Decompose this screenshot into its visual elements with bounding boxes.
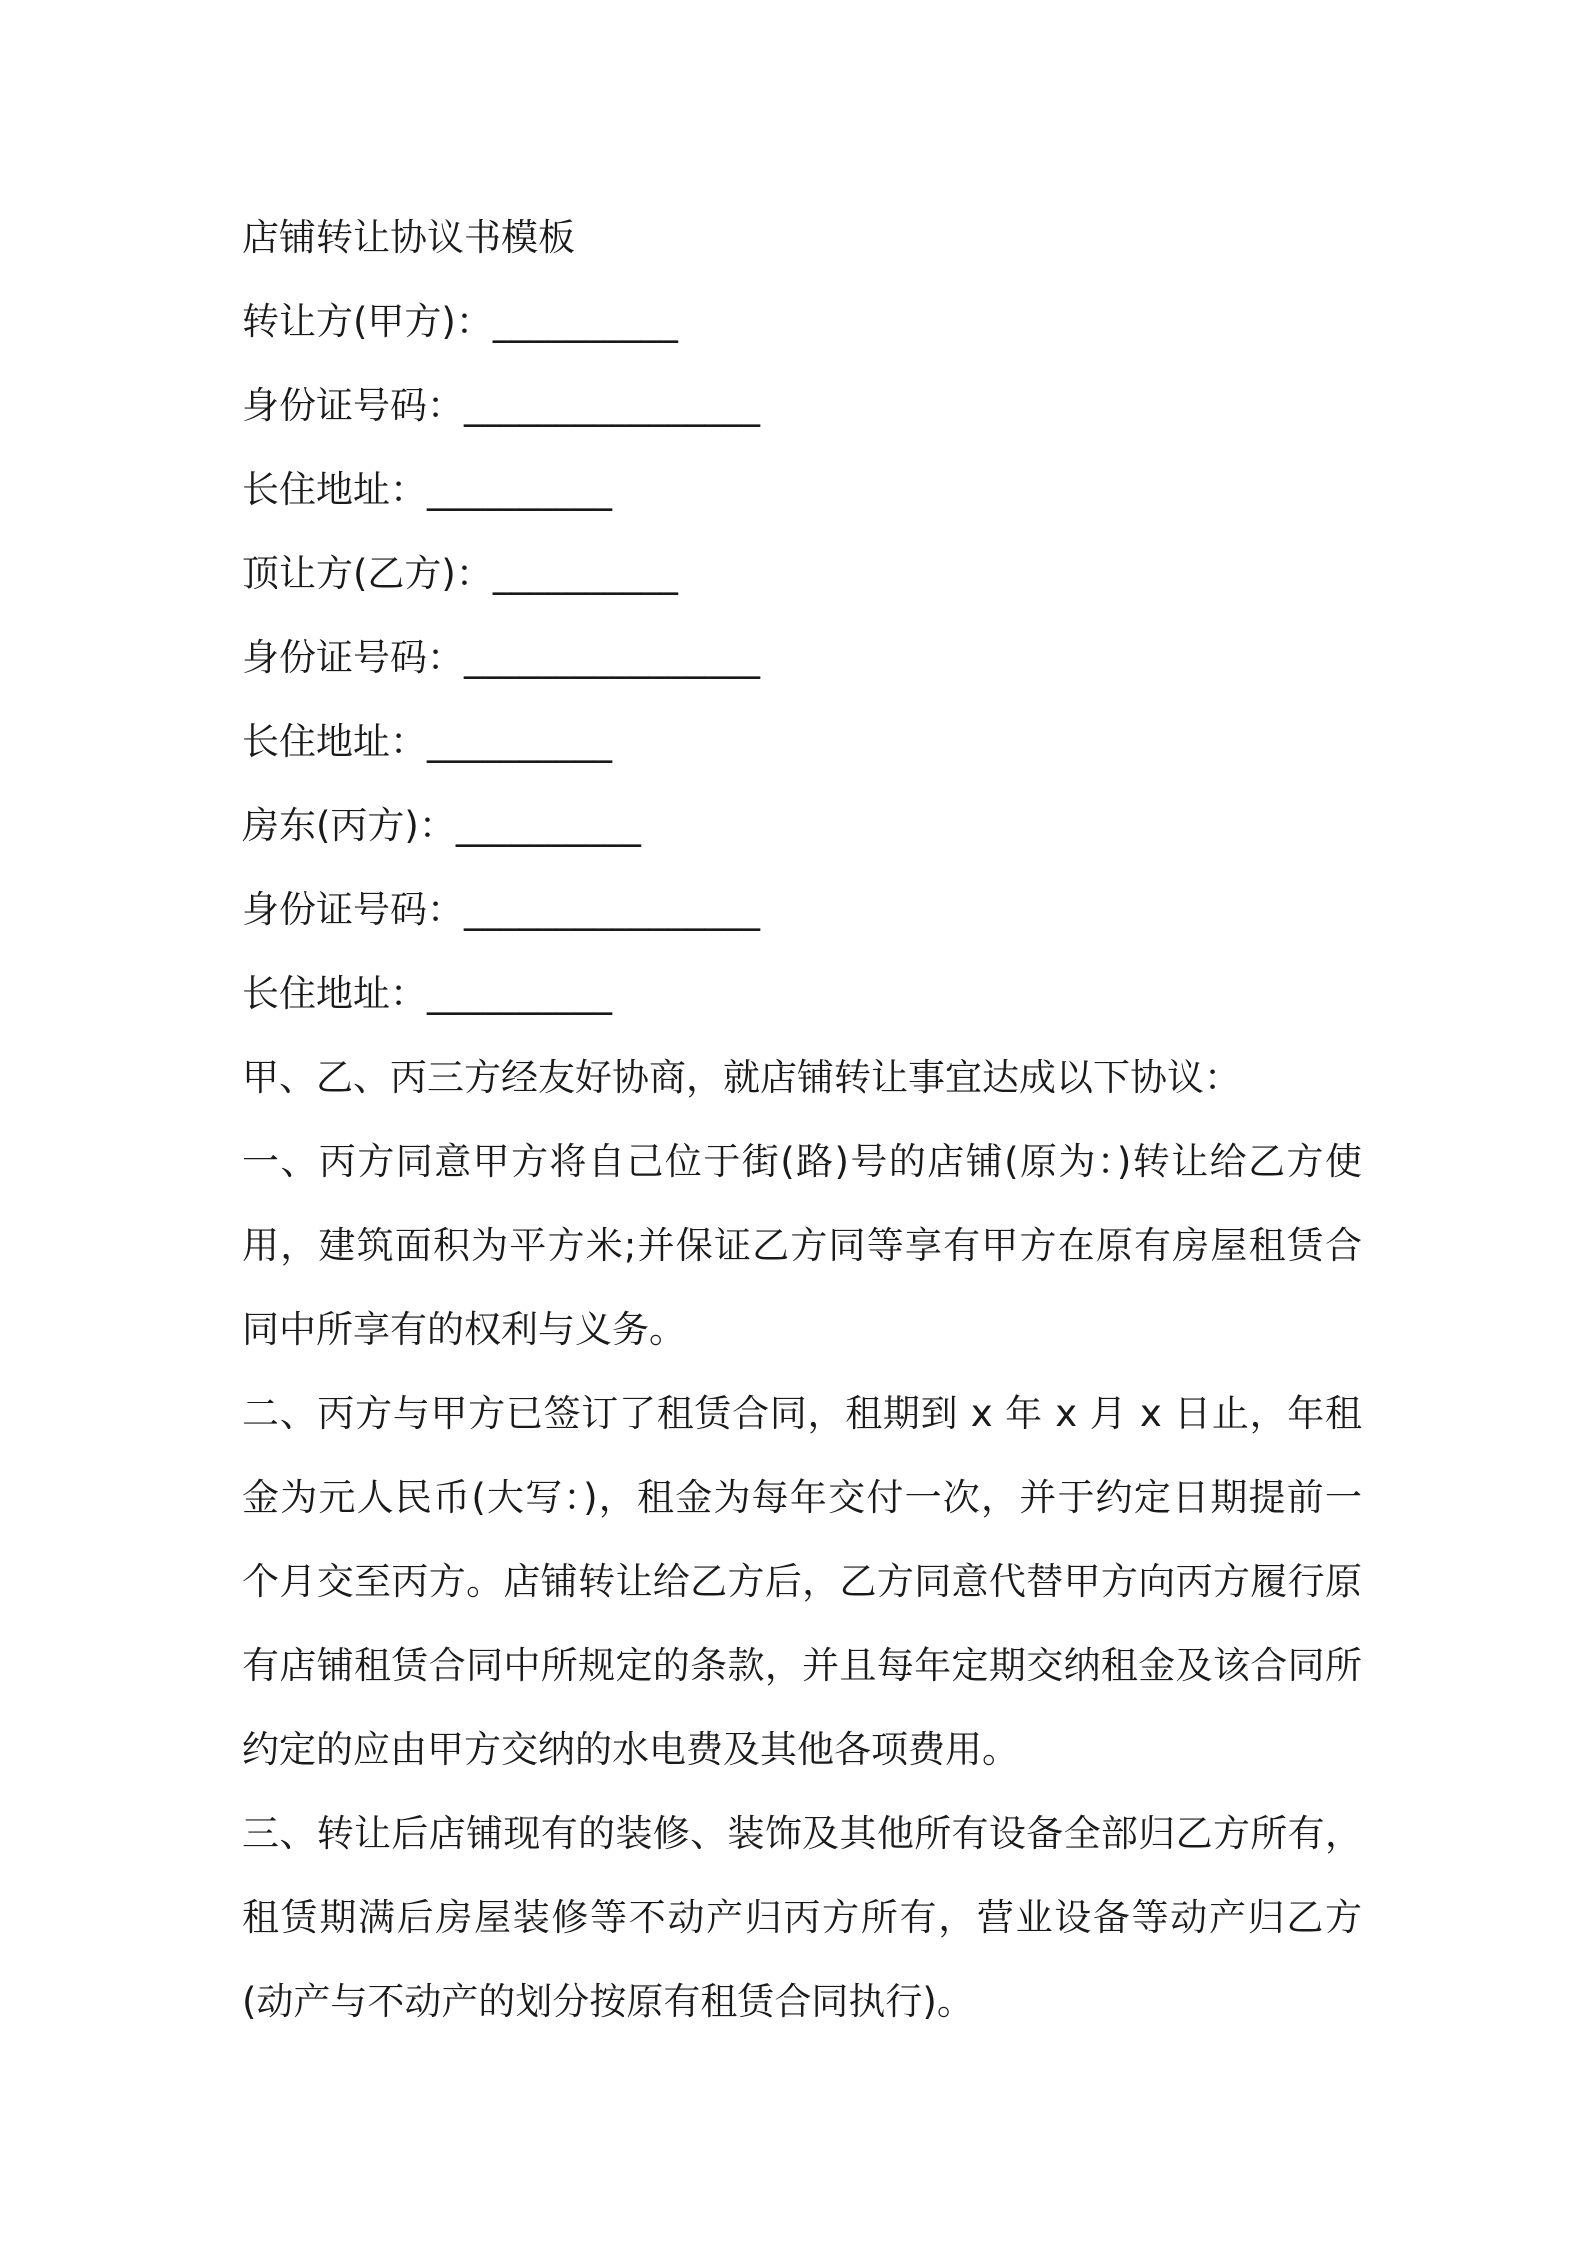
party-c-address-field [242,952,1362,1036]
party-a-address-blank: __________ [427,468,612,511]
party-c-label: 房东(丙方)： [242,804,456,847]
document-title: 店铺转让协议书模板 [242,216,575,259]
party-c-field [242,784,1362,868]
party-c-address-blank: __________ [427,972,612,1015]
party-c-address-label: 长住地址： [242,972,427,1015]
party-b-id-blank: ________________ [464,636,760,679]
clause-3-paragraph: 三、转让后店铺现有的装修、装饰及其他所有设备全部归乙方所有，租赁期满后房屋装修等不动产归丙方所有，营业设备等动产归乙方(动产与不动产的划分按原有租赁合同执行)。 [242,1812,1362,2023]
party-b-address-blank: __________ [427,720,612,763]
party-b-field [242,532,1362,616]
party-b-blank: __________ [492,552,678,595]
party-a-address-field [242,448,1362,532]
clause-2-paragraph: 二、丙方与甲方已签订了租赁合同，租期到 x 年 x 月 x 日止，年租金为元人民币(大写：)，租金为每年交付一次，并于约定日期提前一个月交至丙方。店铺转让给乙方后，乙方同意代替甲方向丙方履行原有店铺租赁合同中所规定的条款，并且每年定期交纳租金及该合同所约定的应由甲方交纳的水电费及其他各项费用。 [242,1392,1362,1771]
party-a-id-label: 身份证号码： [242,384,464,427]
party-c-id-blank: ________________ [464,888,760,931]
party-b-address-field [242,700,1362,784]
party-b-address-label: 长住地址： [242,720,427,763]
document-page [242,196,1362,2044]
party-c-id-field [242,868,1362,952]
party-b-label: 顶让方(乙方)： [242,552,493,595]
party-a-blank: __________ [492,300,678,343]
party-a-id-field [242,364,1362,448]
party-b-id-label: 身份证号码： [242,636,464,679]
party-b-id-field [242,616,1362,700]
intro-paragraph: 甲、乙、丙三方经友好协商，就店铺转让事宜达成以下协议： [242,1056,1241,1099]
party-c-blank: __________ [455,804,641,847]
party-a-field [242,280,1362,364]
party-a-label: 转让方(甲方)： [242,300,493,343]
party-a-address-label: 长住地址： [242,468,427,511]
clause-1-paragraph: 一、丙方同意甲方将自己位于街(路)号的店铺(原为：)转让给乙方使用，建筑面积为平方米;并保证乙方同等享有甲方在原有房屋租赁合同中所享有的权利与义务。 [242,1140,1362,1351]
party-a-id-blank: ________________ [464,384,760,427]
party-c-id-label: 身份证号码： [242,888,464,931]
